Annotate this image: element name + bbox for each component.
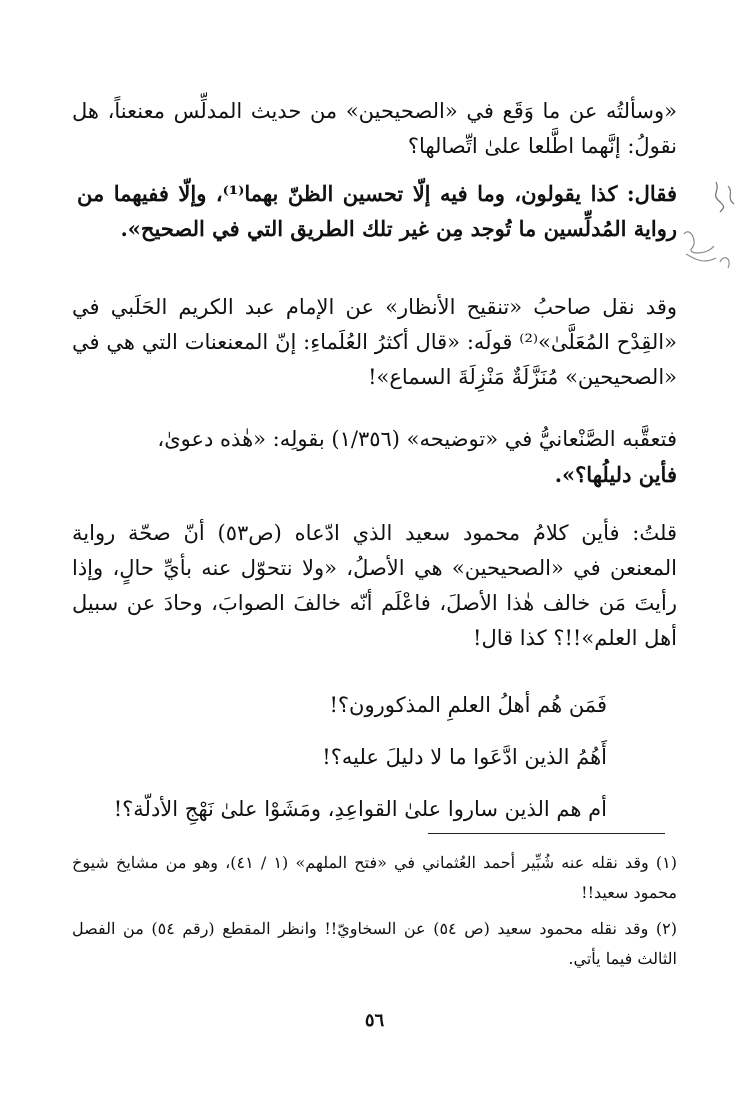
paragraph-5: قلتُ: فأين كلامُ محمود سعيد الذي ادّعاه (ص٥٣) أنّ صحّة رواية المعنعن في «الصحيحين» هي الأصلُ، «ولا نتحوّل عنه بأيِّ حالٍ، وإذا رأيتَ مَن خالف هٰذا الأصلَ، فاعْلَم أنّه خالفَ الصوابَ، وحادَ عن سبيل أهل العلم»!!؟ كذا قال!	[72, 521, 677, 650]
paragraph-4: فتعقَّبه الصَّنْعانيُّ في «توضيحه» (١/٣٥٦) بقولِه: «هٰذه دعوىٰ، فأين دليلُها؟».	[157, 427, 677, 487]
footnote-divider	[428, 833, 665, 834]
footnote-2: (٢) وقد نقله محمود سعيد (ص ٥٤) عن السخاويّ!! وانظر المقطع (رقم ٥٤) من الفصل الثالث فيما يأتي.	[72, 919, 677, 968]
paragraph-1: «وسألتُه عن ما وَقَع في «الصحيحين» من حديث المدلِّس معنعناً، هل نقولُ: إنَّهما اطَّلعا علىٰ اتِّصالها؟	[72, 99, 677, 158]
footnote-1: (١) وقد نقله عنه شُبِّير أحمد العُثماني في «فتح الملهم» (١ / ٤١)، وهو من مشايخ شيوخ محمود سعيد!!	[72, 853, 678, 902]
question-1: فَمَن هُم أهلُ العلمِ المذكورون؟!	[329, 693, 607, 717]
question-2: أَهُمُ الذين ادَّعَوا ما لا دليلَ عليه؟!	[322, 745, 607, 769]
question-3: أم هم الذين ساروا علىٰ القواعِدِ، ومَشَوْا علىٰ نَهْجِ الأدلّة؟!	[113, 797, 607, 821]
paragraph-2: فقال: كذا يقولون، وما فيه إلّا تحسين الظنّ بهما⁽¹⁾، وإلّا ففيهما من رواية المُدلِّسين ما تُوجد مِن غير تلك الطريق التي في الصحيح».	[77, 181, 677, 241]
page-number: ٥٦	[364, 1010, 385, 1031]
paragraph-3: وقد نقل صاحبُ «تنقيح الأنظار» عن الإمام عبد الكريم الحَلَبي في «القِدْح المُعَلَّىٰ»⁽²⁾ قولَه: «قال أكثرُ العُلَماءِ: إنّ المعنعنات التي هي في «الصحيحين» مُنَزَّلَةٌ مَنْزِلَةَ السماع»!	[72, 295, 677, 389]
handwritten-margin-note-icon	[676, 176, 742, 286]
